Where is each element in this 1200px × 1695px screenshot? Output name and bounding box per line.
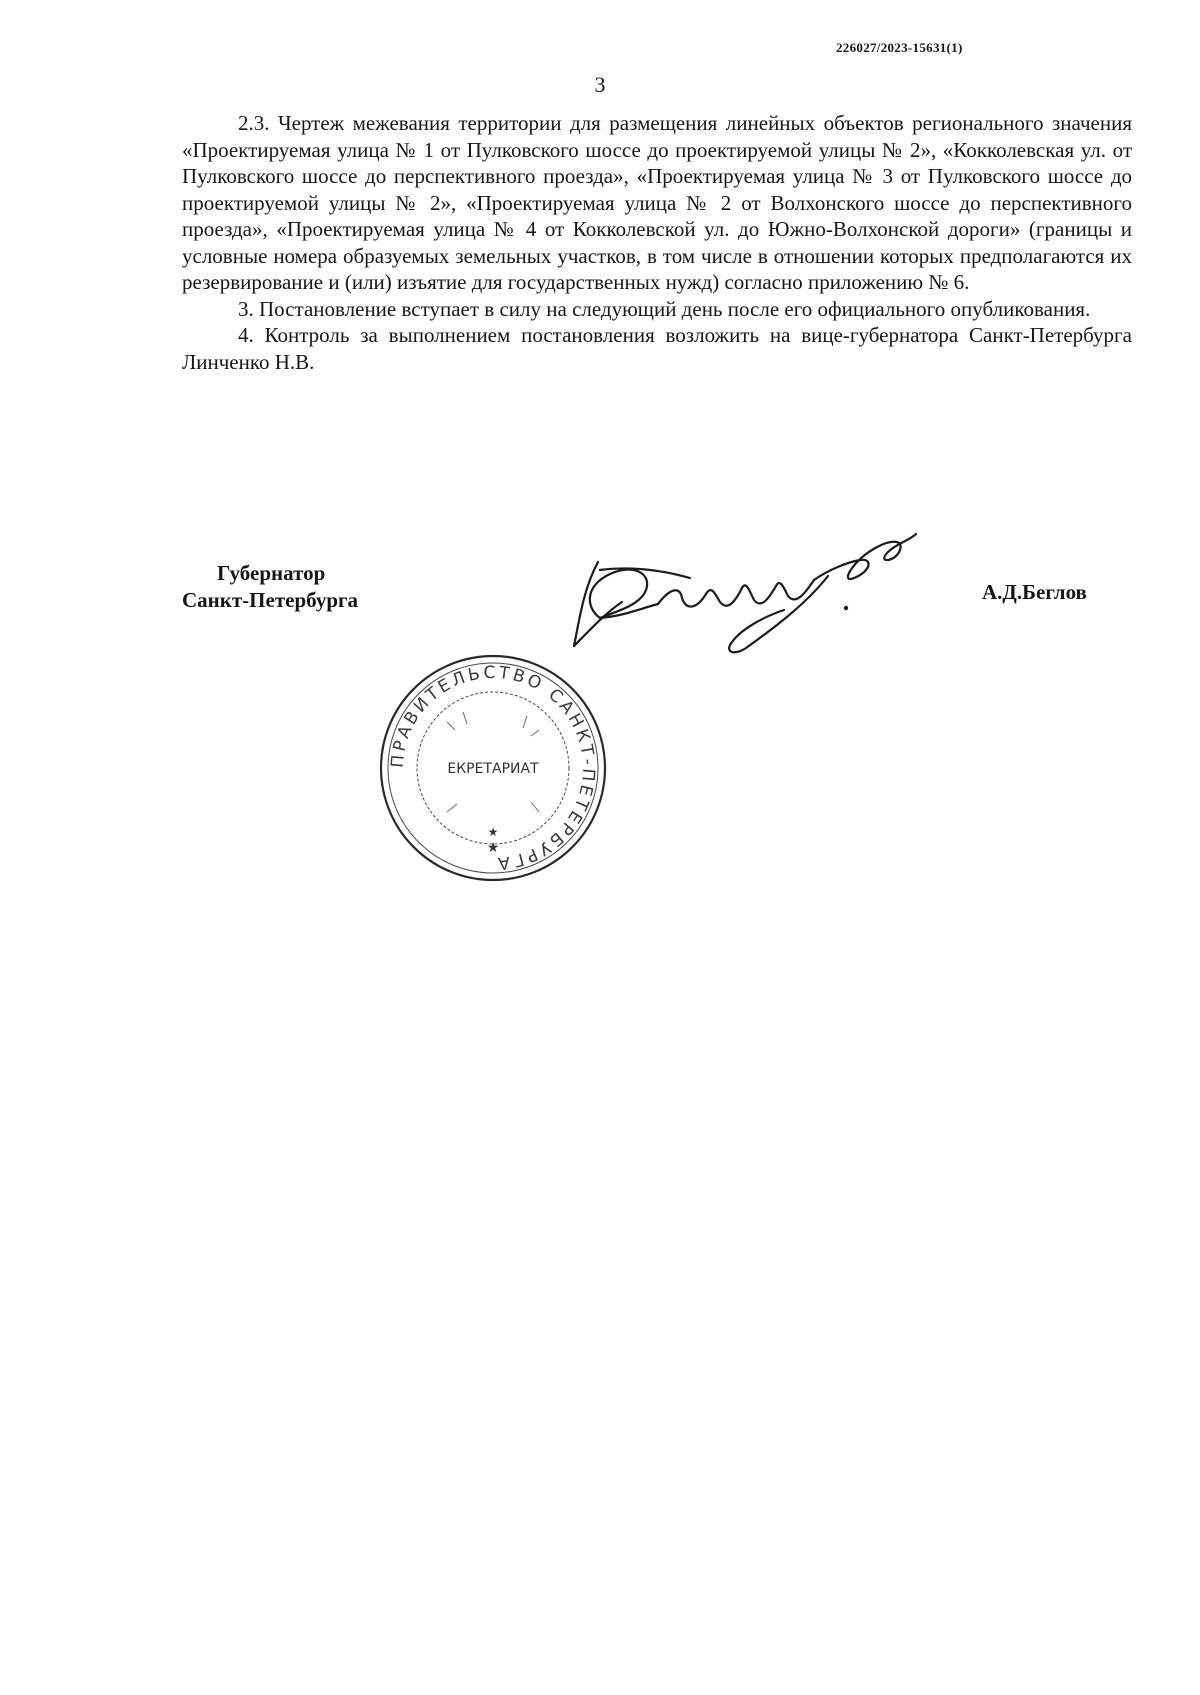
paragraph-4: 4. Контроль за выполнением постановления возложить на вице-губернатора Санкт-Петербурга Линченко Н.В.: [182, 323, 1132, 374]
page-number: 3: [594, 72, 606, 97]
signatory-title: [182, 560, 358, 614]
signatory-name: А.Д.Беглов: [982, 580, 1087, 604]
official-seal: [377, 652, 609, 884]
handwritten-signature: [570, 530, 970, 660]
signatory-title-line2: Санкт-Петербурга: [182, 588, 359, 612]
body-text: [182, 110, 1132, 375]
document-number: 226027/2023-15631(1): [836, 40, 963, 55]
seal-ring-text: ПРАВИТЕЛЬСТВО САНКТ-ПЕТЕРБУРГА: [387, 662, 599, 874]
seal-star-icon: ★: [486, 840, 500, 856]
paragraph-3: 3. Постановление вступает в силу на следующий день после его официального опубликования.: [238, 296, 1091, 321]
paragraph-2-3: 2.3. Чертеж межевания территории для размещения линейных объектов регионального значения «Проектируемая улица № 1 от Пулковского шоссе до проектируемой улицы № 2», «Кокколевская ул. от Пулковского шоссе до перспективного проезда», «Проектируемая улица № 3 от Пулковского шоссе до проектируемой улицы № 2», «Проектируемая улица № 2 от Волхонского шоссе до перспективного проезда», «Проектируемая улица № 4 от Кокколевской ул. до Южно-Волхонской дороги» (границы и условные номера образуемых земельных участков, в том числе в отношении которых предполагаются их резервирование и (или) изъятие для государственных нужд) согласно приложению № 6.: [182, 111, 1132, 294]
signatory-title-line1: Губернатор: [217, 561, 326, 585]
seal-center-text: ЕКРЕТАРИАТ: [447, 761, 539, 777]
seal-star-icon: ★: [487, 825, 499, 839]
